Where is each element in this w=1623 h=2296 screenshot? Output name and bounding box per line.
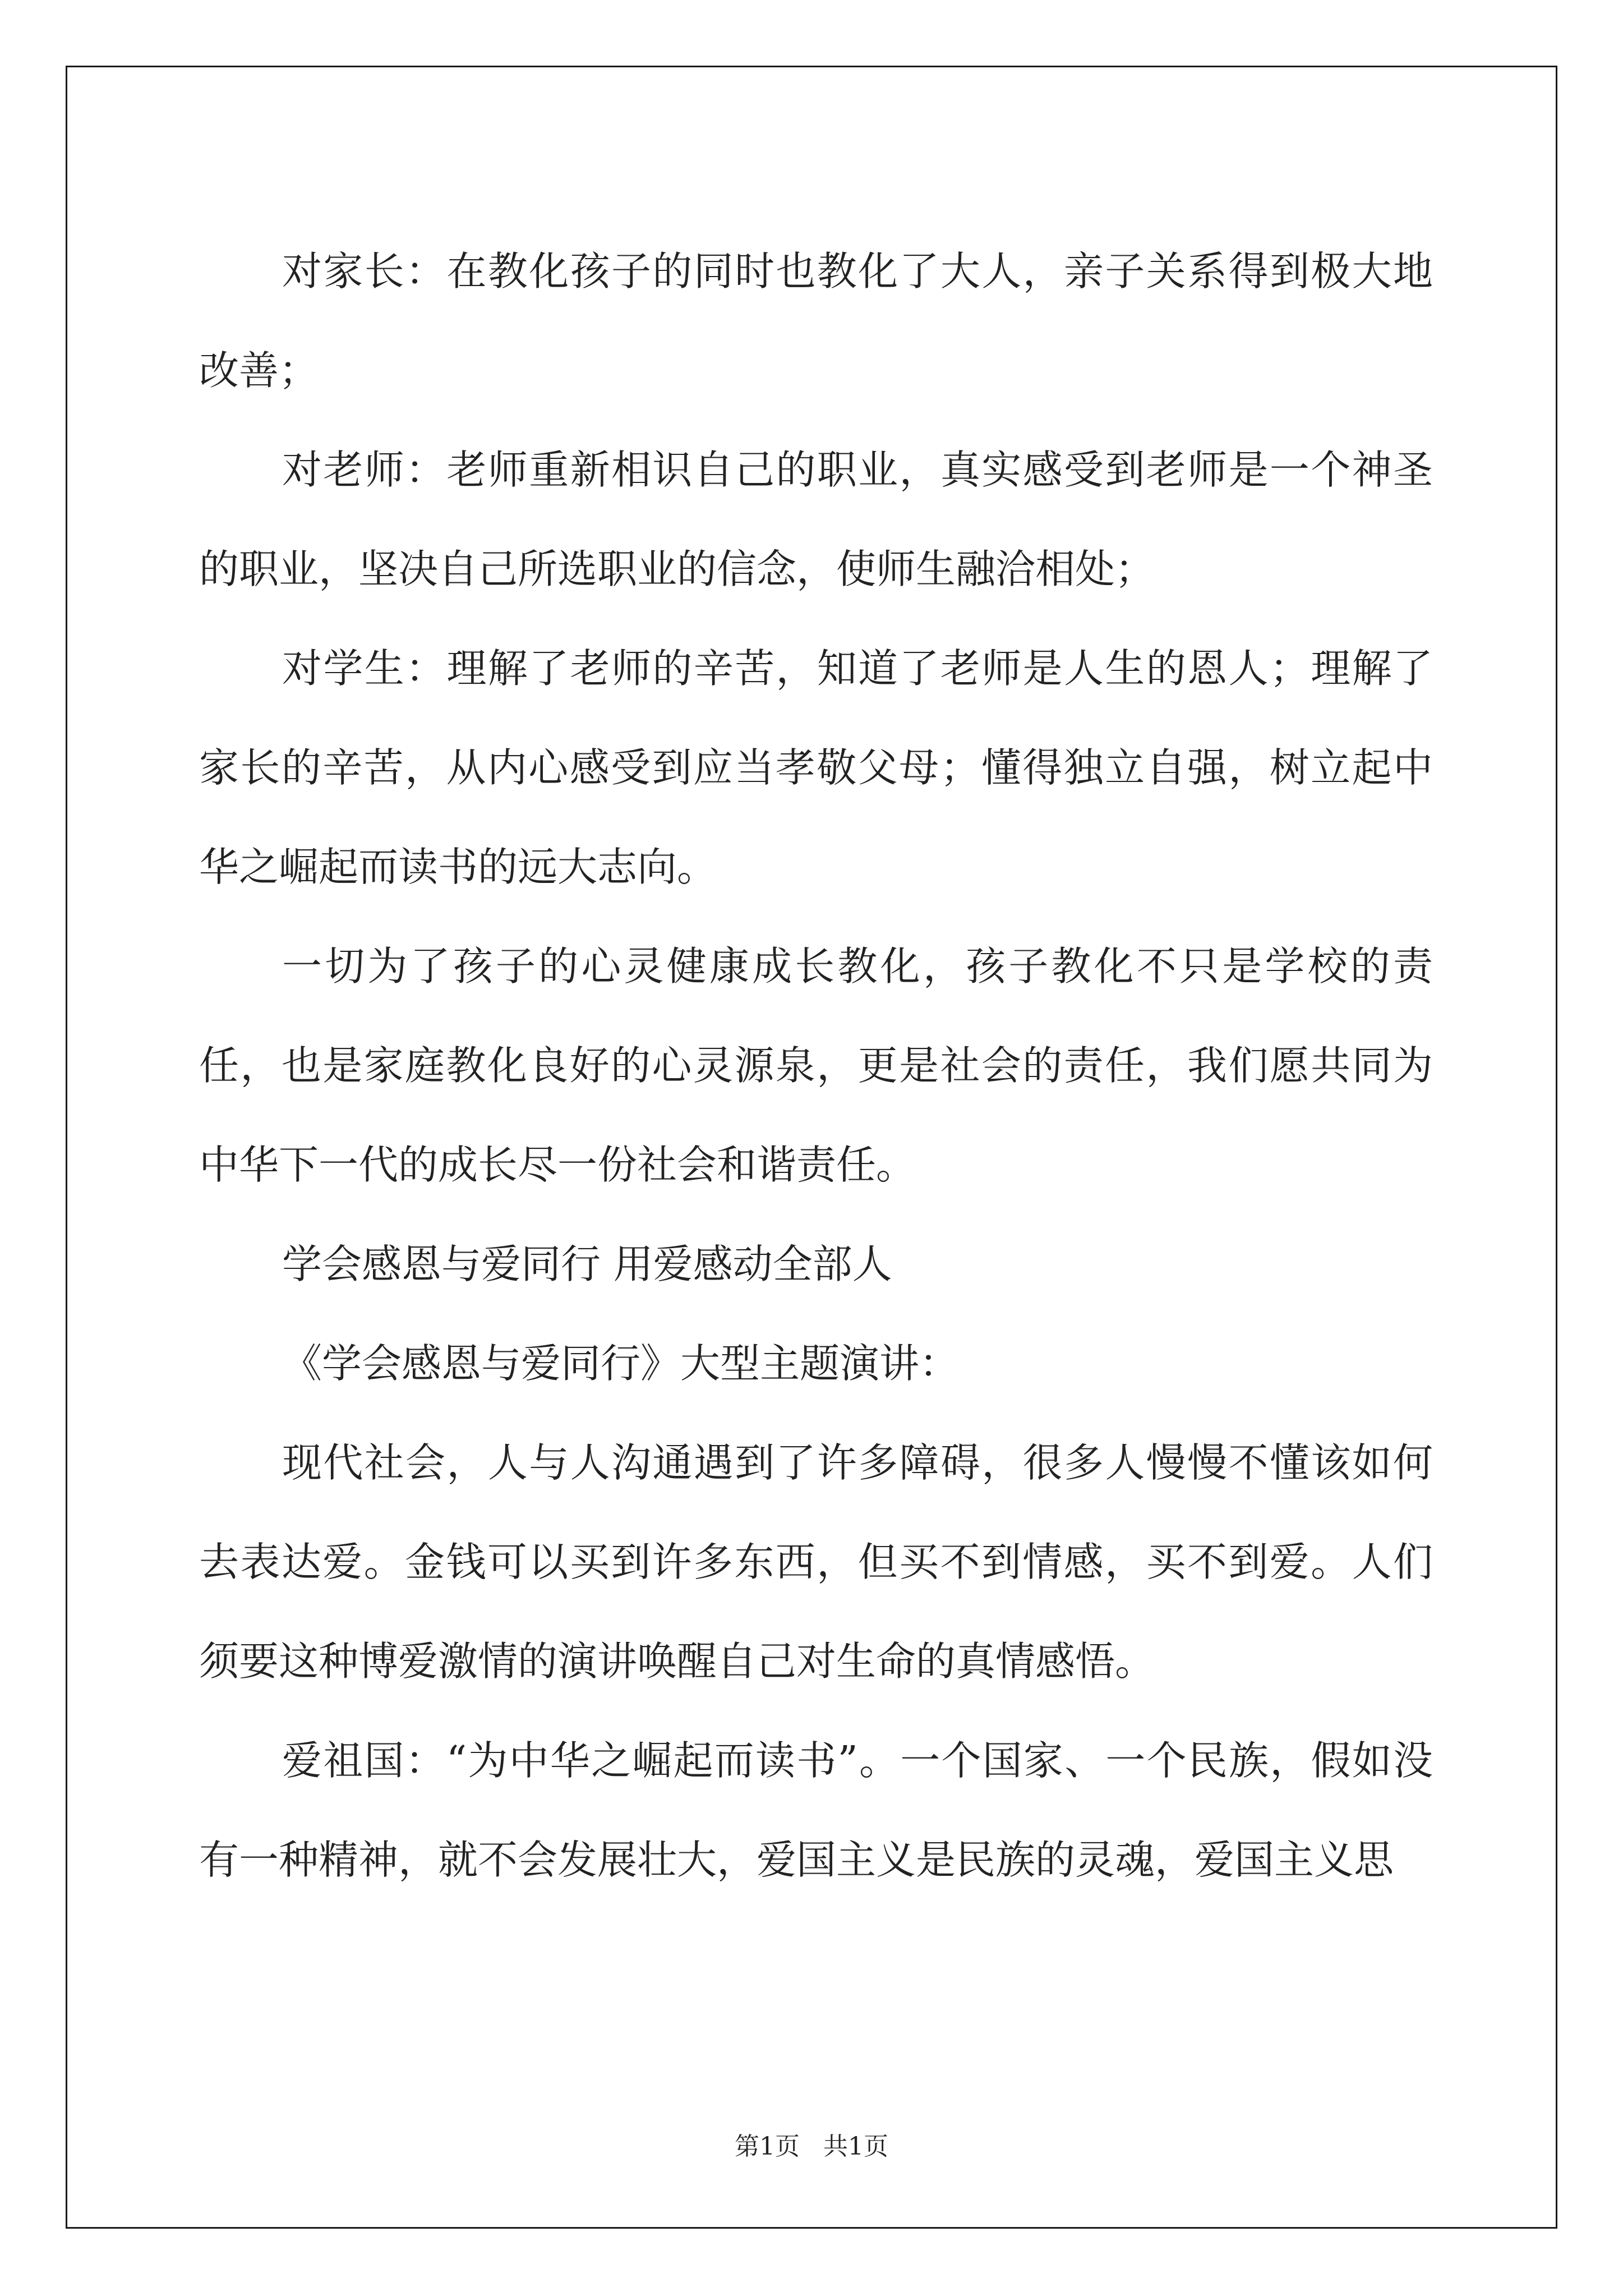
- paragraph-children-education: 一切为了孩子的心灵健康成长教化，孩子教化不只是学校的责任，也是家庭教化良好的心灵源泉，更是社会的责任，我们愿共同为中华下一代的成长尽一份社会和谐责任。: [199, 943, 1433, 1188]
- page-footer: [0, 2126, 1623, 2162]
- paragraph-love-country: 爱祖国：“为中华之崛起而读书”。一个国家、一个民族，假如没有一种精神，就不会发展壮大，爱国主义是民族的灵魂，爱国主义思: [199, 1737, 1433, 1883]
- paragraph-teachers: 对老师：老师重新相识自己的职业，真实感受到老师是一个神圣的职业，坚决自己所选职业的信念，使师生融洽相处；: [199, 447, 1433, 592]
- document-body: [199, 222, 1433, 1910]
- paragraph-students: 对学生：理解了老师的辛苦，知道了老师是人生的恩人；理解了家长的辛苦，从内心感受到应当孝敬父母；懂得独立自强，树立起中华之崛起而读书的远大志向。: [199, 645, 1433, 890]
- page-number-current: 第1页: [735, 2132, 800, 2161]
- page-number-total: 共1页: [823, 2132, 888, 2161]
- speech-title: 《学会感恩与爱同行》大型主题演讲：: [282, 1340, 960, 1387]
- section-heading: 学会感恩与爱同行 用爱感动全部人: [282, 1241, 892, 1287]
- paragraph-parents: 对家长：在教化孩子的同时也教化了大人，亲子关系得到极大地改善；: [199, 248, 1433, 394]
- paragraph-modern-society: 现代社会，人与人沟通遇到了许多障碍，很多人慢慢不懂该如何去表达爱。金钱可以买到许多东西，但买不到情感，买不到爱。人们须要这种博爱激情的演讲唤醒自己对生命的真情感悟。: [199, 1439, 1433, 1685]
